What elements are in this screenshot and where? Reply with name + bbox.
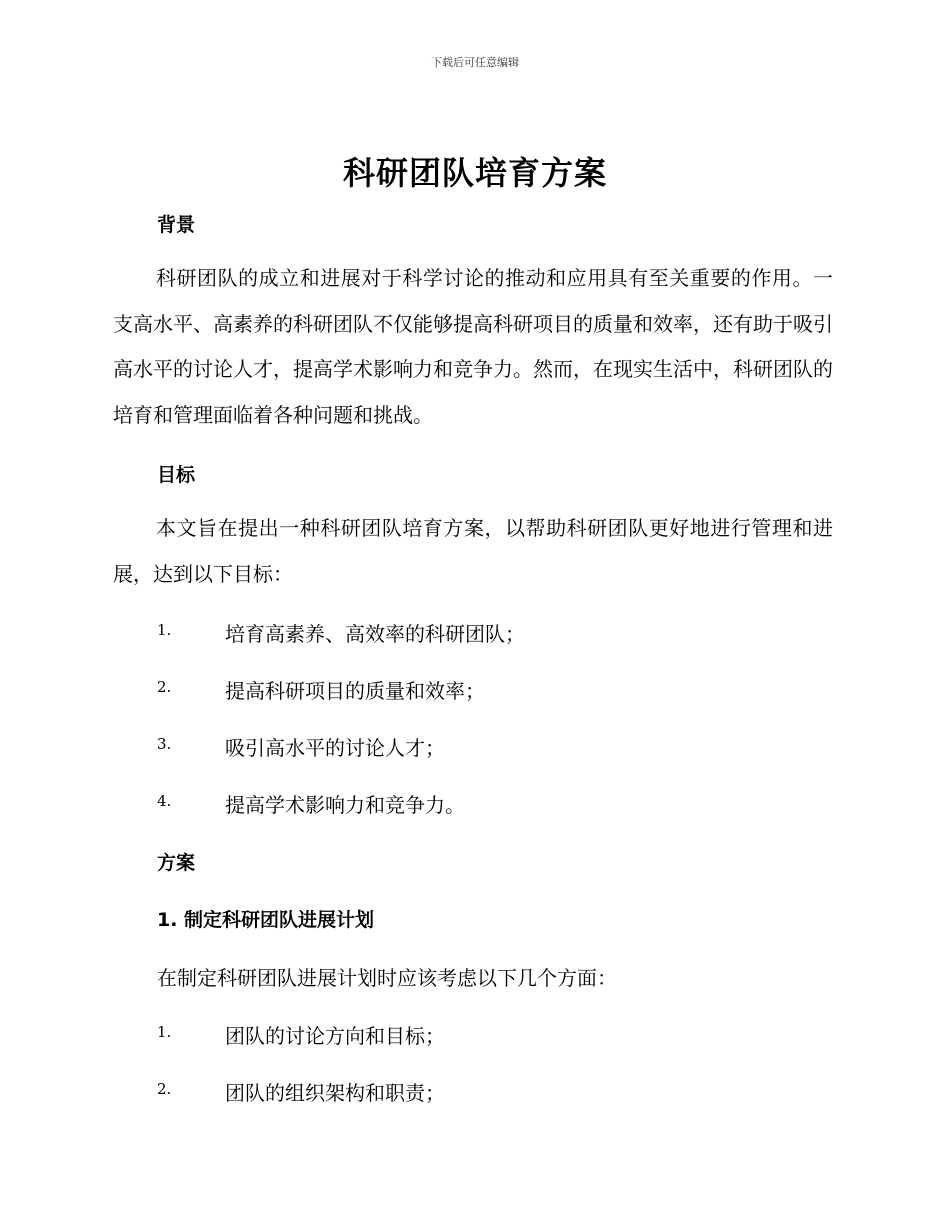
list-number: 2.	[157, 1080, 172, 1098]
section-heading-background: 背景	[157, 214, 196, 236]
list-text: 团队的讨论方向和目标；	[225, 1024, 445, 1048]
goals-paragraph: 本文旨在提出一种科研团队培育方案，以帮助科研团队更好地进行管理和进展，达到以下目标：	[113, 516, 833, 586]
document-title: 科研团队培育方案	[342, 154, 607, 192]
list-text: 培育高素养、高效率的科研团队；	[225, 622, 525, 646]
plan-intro: 在制定科研团队进展计划时应该考虑以下几个方面：	[157, 966, 617, 990]
page-header: 下载后可任意编辑	[431, 56, 519, 69]
plan-subheading: 1. 制定科研团队进展计划	[157, 909, 375, 931]
section-heading-goals: 目标	[157, 464, 196, 486]
list-number: 3.	[157, 735, 172, 753]
list-number: 1.	[157, 621, 172, 639]
list-number: 1.	[157, 1023, 172, 1041]
list-text: 提高学术影响力和竞争力。	[225, 793, 465, 817]
list-text: 团队的组织架构和职责；	[225, 1081, 445, 1105]
list-text: 提高科研项目的质量和效率；	[225, 679, 485, 703]
list-text: 吸引高水平的讨论人才；	[225, 736, 445, 760]
list-number: 4.	[157, 792, 172, 810]
list-number: 2.	[157, 678, 172, 696]
background-paragraph: 科研团队的成立和进展对于科学讨论的推动和应用具有至关重要的作用。一支高水平、高素养的科研团队不仅能够提高科研项目的质量和效率，还有助于吸引高水平的讨论人才，提高学术影响力和竞争力。然而，在现实生活中，科研团队的培育和管理面临着各种问题和挑战。	[113, 266, 833, 427]
section-heading-plan: 方案	[157, 852, 196, 874]
